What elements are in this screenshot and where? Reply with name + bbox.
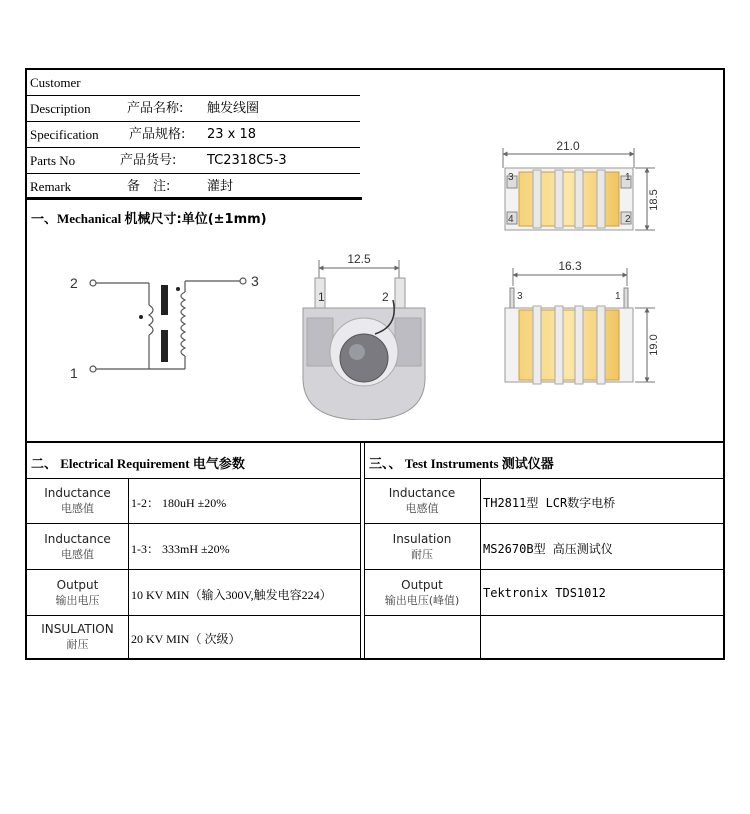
- instruments-title-en: 三、、 Test Instruments: [369, 456, 499, 471]
- electrical-table: [27, 478, 360, 660]
- table-row: [364, 570, 723, 616]
- table-row: [364, 524, 723, 570]
- instruments-title-cn: 测试仪器: [501, 457, 554, 472]
- instruments-table: [364, 478, 723, 660]
- drawings-area: [27, 120, 723, 420]
- electrical-row-3-value: 10 KV MIN（输入300V,触发电容224）: [131, 588, 332, 602]
- instrument-row-2-label-cn: 耐压: [411, 548, 433, 561]
- top-view-drawing: [503, 139, 660, 230]
- instrument-row-3-value: Tektronix TDS1012: [483, 586, 606, 600]
- schematic-pin-3: 3: [251, 273, 259, 289]
- remark-label: Remark: [30, 179, 72, 194]
- instrument-row-3-label-cn: 输出电压(峰值): [384, 594, 460, 607]
- instrument-row-2-label: Insulation: [392, 532, 452, 546]
- specification-cn-label: 产品规格:: [129, 127, 186, 142]
- electrical-row-1-label: Inductance: [44, 486, 111, 500]
- description-row: [27, 96, 360, 122]
- specification-label: Specification: [30, 127, 99, 142]
- schematic-drawing: [90, 278, 246, 372]
- electrical-title: [31, 453, 245, 472]
- schematic-pin-2: 2: [70, 275, 78, 291]
- remark-cn-label: 备 注:: [127, 179, 171, 194]
- instrument-row-1-label-cn: 电感值: [405, 502, 439, 515]
- instrument-row-2-value: MS2670B型 高压测试仪: [483, 542, 613, 556]
- top-view-pin-bl: 4: [508, 214, 514, 225]
- top-view-pin-br: 2: [625, 214, 631, 225]
- electrical-row-3-label-cn: 输出电压: [55, 594, 100, 607]
- top-view-pin-tl: 3: [508, 172, 514, 183]
- table-row: [27, 524, 360, 570]
- customer-row: [27, 70, 360, 96]
- parts-cn-label: 产品货号:: [120, 153, 177, 168]
- parts-label: Parts No: [30, 153, 76, 168]
- electrical-row-4-label-cn: 耐压: [66, 638, 89, 651]
- mechanical-title-en: 一、Mechanical: [31, 211, 122, 226]
- instruments-title: [369, 453, 554, 472]
- table-row: [364, 478, 723, 524]
- table-row: [27, 570, 360, 616]
- spec-sheet: [25, 68, 725, 660]
- center-divider-left: [360, 441, 361, 660]
- side-view-drawing: [505, 259, 660, 384]
- parts-value: TC2318C5-3: [207, 153, 287, 168]
- instrument-row-1-label: Inductance: [388, 486, 456, 500]
- specification-value: 23 x 18: [207, 127, 257, 142]
- side-view-pin-l: 3: [517, 291, 523, 302]
- description-label: Description: [30, 101, 91, 116]
- electrical-row-2-label: Inductance: [44, 532, 111, 546]
- electrical-row-4-value: 20 KV MIN（ 次级）: [131, 632, 241, 646]
- table-row: [27, 616, 360, 660]
- electrical-row-2-value: 1-3： 333mH ±20%: [131, 542, 230, 556]
- electrical-title-en: 二、 Electrical Requirement: [31, 456, 190, 471]
- mechanical-title-cn: 机械尺寸:单位(±1mm): [124, 212, 267, 227]
- electrical-row-1-label-cn: 电感值: [61, 502, 94, 515]
- side-view-height-dim: 19.0: [648, 334, 660, 356]
- electrical-row-1-value: 1-2： 180uH ±20%: [131, 496, 227, 510]
- front-view-pin-1: 1: [318, 290, 325, 304]
- electrical-row-2-label-cn: 电感值: [61, 548, 94, 561]
- top-view-width-dim: 21.0: [556, 139, 580, 153]
- customer-label: Customer: [30, 75, 81, 90]
- electrical-row-4-label: INSULATION: [41, 622, 114, 636]
- instrument-row-1-value: TH2811型 LCR数字电桥: [483, 496, 616, 510]
- front-view-drawing: [303, 252, 425, 420]
- table-row: [364, 616, 723, 660]
- side-view-pin-r: 1: [615, 291, 621, 302]
- top-view-height-dim: 18.5: [648, 189, 660, 211]
- schematic-pin-1: 1: [70, 365, 78, 381]
- table-row: [27, 478, 360, 524]
- description-value: 触发线圈: [207, 101, 260, 116]
- front-view-pin-2: 2: [382, 290, 389, 304]
- section-divider: [27, 441, 723, 443]
- top-view-pin-tr: 1: [625, 172, 631, 183]
- instrument-row-3-label: Output: [401, 578, 443, 592]
- side-view-width-dim: 16.3: [558, 259, 582, 273]
- electrical-title-cn: 电气参数: [192, 457, 245, 472]
- electrical-row-3-label: Output: [56, 578, 99, 592]
- description-cn-label: 产品名称:: [127, 101, 184, 116]
- remark-value: 灌封: [207, 179, 234, 194]
- front-view-width-dim: 12.5: [347, 252, 371, 266]
